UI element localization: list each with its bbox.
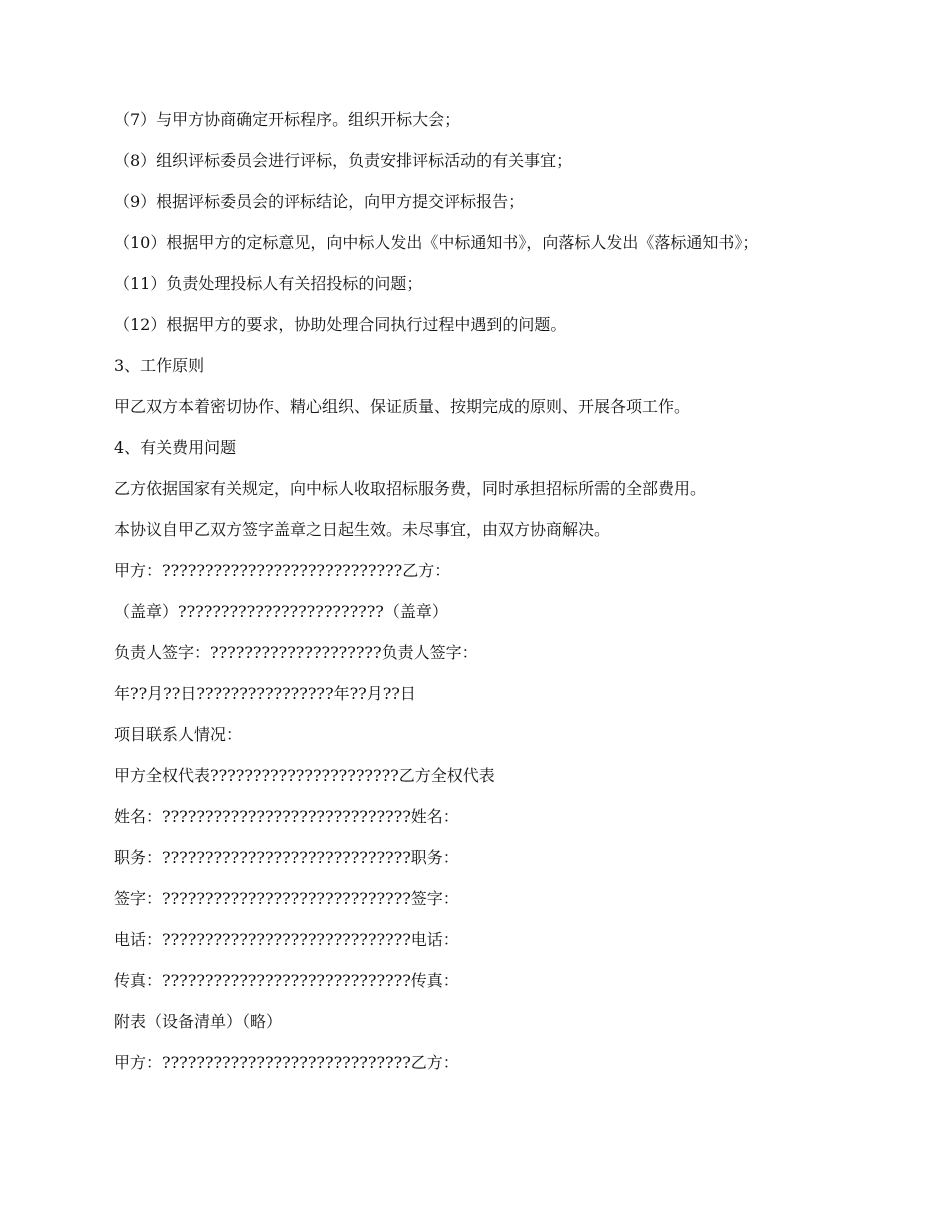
signature-line: 签字：?????????????????????????????签字： <box>114 889 459 908</box>
signature-parties-line: 甲方：????????????????????????????乙方： <box>114 561 451 580</box>
document-body <box>114 108 834 1092</box>
clause-11: （11）负责处理投标人有关招投标的问题； <box>114 274 423 293</box>
appendix-line: 附表（设备清单）（略） <box>114 1012 283 1031</box>
section-heading-work-principles: 3、工作原则 <box>114 356 205 375</box>
clause-8: （8）组织评标委员会进行评标，负责安排评标活动的有关事宜； <box>114 151 573 170</box>
fax-line: 传真：?????????????????????????????传真： <box>114 971 459 990</box>
clause-7: （7）与甲方协商确定开标程序。组织开标大会； <box>114 110 461 129</box>
position-line: 职务：?????????????????????????????职务： <box>114 848 459 867</box>
fees-text: 乙方依据国家有关规定，向中标人收取招标服务费，同时承担招标所需的全部费用。 <box>114 479 707 498</box>
final-parties-line: 甲方：?????????????????????????????乙方： <box>114 1053 459 1072</box>
clause-12: （12）根据甲方的要求，协助处理合同执行过程中遇到的问题。 <box>114 315 567 334</box>
name-line: 姓名：?????????????????????????????姓名： <box>114 807 459 826</box>
contacts-heading: 项目联系人情况： <box>114 725 243 744</box>
work-principles-text: 甲乙双方本着密切协作、精心组织、保证质量、按期完成的原则、开展各项工作。 <box>114 397 691 416</box>
date-line: 年??月??日????????????????年??月??日 <box>114 684 416 703</box>
responsible-signature-line: 负责人签字：????????????????????负责人签字： <box>114 643 478 662</box>
representatives-line: 甲方全权代表??????????????????????乙方全权代表 <box>114 766 495 785</box>
section-heading-fees: 4、有关费用问题 <box>114 438 237 457</box>
phone-line: 电话：?????????????????????????????电话： <box>114 930 459 949</box>
clause-10: （10）根据甲方的定标意见，向中标人发出《中标通知书》，向落标人发出《落标通知书》； <box>114 233 759 252</box>
seal-line: （盖章）????????????????????????（盖章） <box>114 602 448 621</box>
effective-clause: 本协议自甲乙双方签字盖章之日起生效。未尽事宜，由双方协商解决。 <box>114 520 611 539</box>
clause-9: （9）根据评标委员会的评标结论，向甲方提交评标报告； <box>114 192 525 211</box>
